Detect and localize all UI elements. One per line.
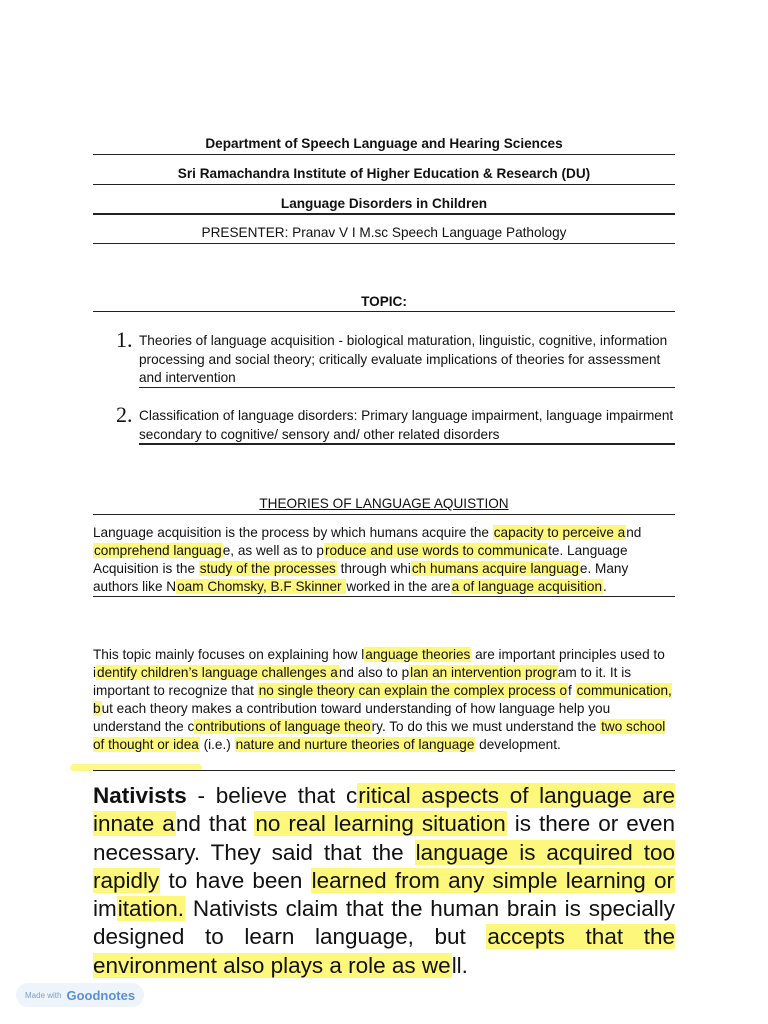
topic-item-text: Classification of language disorders: Primary language impairment, language impairment secondary to cognitive/ sensory and/ other related disorders bbox=[139, 408, 674, 442]
topic-number: 2. bbox=[116, 402, 133, 427]
divider bbox=[93, 514, 675, 515]
divider bbox=[93, 213, 675, 215]
goodnotes-badge[interactable] bbox=[16, 983, 144, 1007]
focus-paragraph: This topic mainly focuses on explaining how language theories are important principles used to identify children’s language challenges and also to plan an intervention program to it. It is important to recognize that no single theory can explain the complex process of communication, but each theory makes a contribution toward understanding of how language help you understand the contributions of language theory. To do this we must understand the two school of thought or idea (i.e.) nature and nurture theories of language development. bbox=[93, 647, 672, 752]
course-title: Language Disorders in Children bbox=[280, 196, 488, 211]
divider bbox=[93, 596, 675, 597]
divider bbox=[93, 770, 675, 771]
department-title: Department of Speech Language and Hearing Sciences bbox=[205, 136, 563, 151]
badge-prefix: Made with bbox=[25, 990, 62, 1000]
divider bbox=[93, 311, 675, 312]
divider bbox=[93, 154, 675, 155]
divider bbox=[139, 387, 675, 388]
institute-title: Sri Ramachandra Institute of Higher Education & Research (DU) bbox=[177, 166, 591, 181]
intro-paragraph: Language acquisition is the process by which humans acquire the capacity to perceive and comprehend language, as well as to produce and use words to communicate. Language Acquisition is the study of the processes through which humans acquire language. Many authors like Noam Chomsky, B.F Skinner worked in the area of language acquisition. bbox=[93, 525, 642, 594]
nativists-paragraph: Nativists - believe that critical aspects of language are innate and that no real learning situation is there or even necessary. They said that the language is acquired too rapidly to have been learned from any simple learning or imitation. Nativists claim that the human brain is specially designed to learn language, but accepts that the environment also plays a role as well. bbox=[93, 783, 675, 978]
divider bbox=[93, 243, 675, 244]
divider bbox=[139, 443, 675, 445]
badge-brand: Goodnotes bbox=[66, 987, 136, 1003]
topic-label: TOPIC: bbox=[361, 294, 407, 309]
section-title: THEORIES OF LANGUAGE AQUISTION bbox=[259, 496, 509, 511]
topic-item-text: Theories of language acquisition - biological maturation, linguistic, cognitive, information processing and social theory; critically evaluate implications of theories for assessment and intervention bbox=[139, 333, 668, 385]
topic-number: 1. bbox=[116, 327, 133, 352]
nativists-term: Nativists bbox=[93, 783, 187, 808]
presenter-line: PRESENTER: Pranav V I M.sc Speech Language Pathology bbox=[201, 225, 567, 240]
divider bbox=[93, 184, 675, 185]
